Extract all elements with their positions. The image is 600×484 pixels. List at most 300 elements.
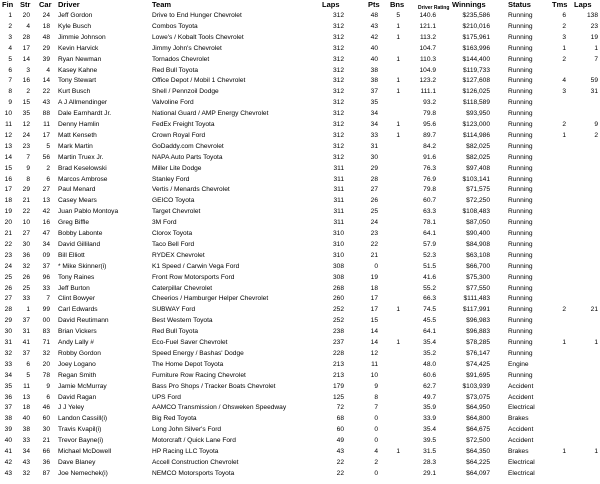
cell-fin: 1 bbox=[8, 12, 12, 19]
cell-str: 3 bbox=[26, 66, 30, 74]
cell-winnings: $75,300 bbox=[466, 273, 490, 281]
cell-pts: 7 bbox=[374, 404, 378, 412]
cell-team: Vertis / Menards Chevrolet bbox=[152, 186, 230, 194]
cell-rating: 31.5 bbox=[423, 448, 436, 455]
cell-fin: 35 bbox=[4, 382, 12, 390]
cell-bns: 1 bbox=[396, 339, 400, 346]
cell-str: 22 bbox=[22, 208, 30, 216]
cell-laps: 310 bbox=[332, 251, 344, 259]
cell-fin: 10 bbox=[4, 110, 12, 118]
cell-led: 1 bbox=[594, 339, 598, 346]
cell-rating: 89.7 bbox=[423, 131, 436, 139]
cell-car: 6 bbox=[46, 393, 50, 401]
cell-fin: 17 bbox=[4, 186, 12, 194]
cell-status: Running bbox=[508, 295, 533, 303]
table-row bbox=[0, 66, 600, 76]
cell-str: 17 bbox=[22, 44, 30, 52]
cell-laps: 238 bbox=[332, 328, 344, 336]
cell-car: 32 bbox=[42, 349, 50, 357]
cell-status: Running bbox=[508, 153, 533, 161]
cell-car: 36 bbox=[42, 458, 50, 466]
cell-str: 37 bbox=[22, 317, 30, 325]
cell-car: 48 bbox=[42, 33, 50, 41]
header-winnings: Winnings bbox=[452, 0, 486, 9]
cell-rating: 104.9 bbox=[419, 66, 436, 74]
cell-pts: 0 bbox=[374, 262, 378, 270]
cell-winnings: $90,400 bbox=[466, 230, 490, 237]
cell-winnings: $74,425 bbox=[466, 360, 490, 368]
cell-fin: 40 bbox=[4, 437, 12, 445]
cell-fin: 42 bbox=[4, 458, 12, 466]
cell-car: 66 bbox=[42, 448, 50, 455]
cell-laps: 308 bbox=[332, 262, 344, 270]
cell-winnings: $210,016 bbox=[462, 22, 490, 30]
cell-car: 34 bbox=[42, 240, 50, 248]
cell-status: Running bbox=[508, 219, 533, 227]
cell-str: 30 bbox=[22, 240, 30, 248]
table-row bbox=[0, 327, 600, 337]
cell-laps: 72 bbox=[336, 404, 344, 412]
cell-team: Jimmy John's Chevrolet bbox=[152, 44, 222, 52]
cell-winnings: $64,097 bbox=[466, 469, 490, 477]
cell-pts: 42 bbox=[370, 33, 378, 41]
cell-winnings: $108,483 bbox=[462, 208, 490, 216]
cell-bns: 1 bbox=[396, 22, 400, 30]
cell-team: Best Western Toyota bbox=[152, 317, 213, 325]
cell-rating: 84.2 bbox=[423, 142, 436, 150]
cell-pts: 0 bbox=[374, 437, 378, 445]
cell-winnings: $119,733 bbox=[462, 66, 490, 74]
header-laps: Laps bbox=[322, 0, 340, 9]
cell-status: Accident bbox=[508, 382, 534, 390]
cell-str: 43 bbox=[22, 458, 30, 466]
cell-bns: 1 bbox=[396, 306, 400, 314]
cell-led: 1 bbox=[594, 448, 598, 455]
table-row bbox=[0, 371, 600, 381]
cell-winnings: $96,983 bbox=[466, 317, 490, 325]
cell-str: 31 bbox=[22, 328, 30, 336]
cell-car: 00 bbox=[42, 317, 50, 325]
table-row bbox=[0, 414, 600, 424]
cell-fin: 33 bbox=[4, 360, 12, 368]
cell-car: 11 bbox=[43, 121, 50, 128]
cell-pts: 11 bbox=[371, 360, 378, 368]
cell-winnings: $103,141 bbox=[462, 175, 490, 183]
cell-winnings: $87,050 bbox=[466, 219, 490, 227]
cell-driver: David Reutimann bbox=[58, 317, 109, 325]
cell-team: AAMCO Transmission / Ohsweken Speedway bbox=[152, 404, 287, 412]
cell-team: The Home Depot Toyota bbox=[152, 360, 224, 368]
cell-laps: 22 bbox=[336, 458, 344, 466]
table-row bbox=[0, 142, 600, 152]
cell-car: 43 bbox=[42, 99, 50, 107]
table-row bbox=[0, 185, 600, 195]
cell-laps: 43 bbox=[336, 448, 344, 455]
cell-rating: 45.5 bbox=[423, 317, 436, 325]
cell-pts: 30 bbox=[370, 153, 378, 161]
cell-str: 41 bbox=[22, 339, 30, 346]
cell-fin: 27 bbox=[4, 295, 12, 303]
cell-driver: Andy Lally # bbox=[58, 339, 94, 346]
table-row bbox=[0, 55, 600, 65]
cell-pts: 43 bbox=[370, 22, 378, 30]
cell-laps: 22 bbox=[336, 469, 344, 477]
cell-winnings: $114,986 bbox=[462, 131, 490, 139]
cell-status: Running bbox=[508, 339, 533, 346]
cell-laps: 179 bbox=[332, 382, 344, 390]
cell-driver: Travis Kvapil(i) bbox=[58, 426, 102, 434]
cell-car: 60 bbox=[42, 415, 50, 423]
cell-pts: 25 bbox=[370, 208, 378, 216]
cell-led: 2 bbox=[594, 131, 598, 139]
table-row bbox=[0, 262, 600, 272]
cell-fin: 41 bbox=[4, 448, 12, 455]
cell-winnings: $235,586 bbox=[462, 12, 490, 19]
cell-winnings: $64,800 bbox=[466, 415, 490, 423]
cell-fin: 13 bbox=[4, 142, 12, 150]
cell-pts: 15 bbox=[370, 317, 378, 325]
cell-driver: Jamie McMurray bbox=[58, 382, 107, 390]
cell-winnings: $118,589 bbox=[462, 99, 490, 107]
table-row bbox=[0, 273, 600, 283]
cell-fin: 18 bbox=[4, 197, 12, 205]
cell-led: 21 bbox=[590, 306, 598, 314]
cell-tms: 1 bbox=[562, 44, 566, 52]
cell-rating: 110.3 bbox=[419, 55, 436, 63]
cell-team: Red Bull Toyota bbox=[152, 328, 199, 336]
cell-fin: 7 bbox=[8, 77, 12, 85]
cell-car: 4 bbox=[46, 66, 50, 74]
cell-str: 28 bbox=[22, 33, 30, 41]
cell-str: 36 bbox=[22, 251, 30, 259]
cell-pts: 17 bbox=[370, 295, 378, 303]
cell-laps: 125 bbox=[332, 393, 344, 401]
cell-driver: Tony Stewart bbox=[58, 77, 97, 85]
cell-rating: 52.3 bbox=[423, 251, 436, 259]
table-row bbox=[0, 11, 600, 21]
cell-driver: David Ragan bbox=[58, 393, 97, 401]
cell-laps: 49 bbox=[336, 437, 344, 445]
cell-car: 13 bbox=[42, 197, 50, 205]
cell-status: Running bbox=[508, 44, 533, 52]
cell-fin: 39 bbox=[4, 426, 12, 434]
cell-pts: 35 bbox=[370, 99, 378, 107]
cell-winnings: $77,550 bbox=[466, 284, 490, 292]
table-row bbox=[0, 425, 600, 435]
cell-driver: Casey Mears bbox=[58, 197, 97, 205]
cell-pts: 8 bbox=[374, 393, 378, 401]
cell-fin: 23 bbox=[4, 251, 12, 259]
cell-str: 4 bbox=[26, 22, 30, 30]
table-row bbox=[0, 87, 600, 97]
cell-rating: 64.1 bbox=[423, 230, 436, 237]
cell-rating: 93.2 bbox=[423, 99, 436, 107]
cell-team: SUBWAY Ford bbox=[152, 306, 196, 314]
cell-pts: 14 bbox=[370, 328, 378, 336]
cell-bns: 1 bbox=[396, 121, 400, 128]
cell-rating: 57.9 bbox=[423, 240, 436, 248]
cell-car: 39 bbox=[42, 55, 50, 63]
cell-team: Bass Pro Shops / Tracker Boats Chevrolet bbox=[152, 382, 276, 390]
cell-car: 56 bbox=[42, 153, 50, 161]
cell-fin: 4 bbox=[8, 44, 12, 52]
cell-rating: 95.6 bbox=[423, 121, 436, 128]
table-row bbox=[0, 284, 600, 294]
header-status: Status bbox=[508, 0, 531, 9]
cell-team: Long John Silver's Ford bbox=[152, 426, 222, 434]
cell-rating: 35.4 bbox=[423, 339, 436, 346]
cell-fin: 38 bbox=[4, 415, 12, 423]
cell-winnings: $78,285 bbox=[466, 339, 490, 346]
cell-status: Running bbox=[508, 317, 533, 325]
cell-led: 23 bbox=[590, 22, 598, 30]
cell-laps: 311 bbox=[333, 164, 344, 172]
cell-driver: Brian Vickers bbox=[58, 328, 97, 336]
cell-pts: 22 bbox=[370, 240, 378, 248]
cell-str: 12 bbox=[22, 121, 30, 128]
cell-laps: 311 bbox=[333, 197, 344, 205]
cell-driver: Paul Menard bbox=[58, 186, 96, 194]
cell-str: 13 bbox=[22, 393, 30, 401]
cell-rating: 121.1 bbox=[419, 22, 436, 30]
cell-laps: 310 bbox=[332, 240, 344, 248]
cell-rating: 51.5 bbox=[423, 262, 436, 270]
cell-status: Running bbox=[508, 22, 533, 30]
cell-team: Stanley Ford bbox=[152, 175, 190, 183]
table-row bbox=[0, 175, 600, 185]
cell-driver: Clint Bowyer bbox=[58, 295, 96, 303]
cell-fin: 21 bbox=[4, 230, 12, 237]
cell-winnings: $127,608 bbox=[462, 77, 490, 85]
cell-tms: 2 bbox=[562, 55, 566, 63]
header-str: Str bbox=[20, 0, 31, 9]
cell-car: 22 bbox=[42, 88, 50, 96]
table-row bbox=[0, 316, 600, 326]
cell-car: 88 bbox=[42, 110, 50, 118]
cell-status: Running bbox=[508, 88, 533, 96]
cell-winnings: $64,225 bbox=[466, 458, 490, 466]
cell-pts: 48 bbox=[370, 12, 378, 19]
table-row bbox=[0, 76, 600, 86]
cell-fin: 9 bbox=[8, 99, 12, 107]
cell-driver: Kasey Kahne bbox=[58, 66, 98, 74]
cell-status: Running bbox=[508, 33, 533, 41]
cell-fin: 25 bbox=[4, 273, 12, 281]
cell-team: NAPA Auto Parts Toyota bbox=[152, 153, 223, 161]
cell-car: 42 bbox=[42, 208, 50, 216]
cell-laps: 311 bbox=[333, 186, 344, 194]
cell-pts: 38 bbox=[370, 66, 378, 74]
cell-laps: 228 bbox=[332, 349, 344, 357]
cell-status: Running bbox=[508, 99, 533, 107]
cell-team: Red Bull Toyota bbox=[152, 66, 199, 74]
cell-driver: A J Allmendinger bbox=[58, 99, 108, 107]
cell-driver: Carl Edwards bbox=[58, 306, 98, 314]
cell-status: Running bbox=[508, 240, 533, 248]
cell-bns: 1 bbox=[396, 131, 400, 139]
cell-laps: 312 bbox=[332, 153, 344, 161]
cell-str: 29 bbox=[22, 186, 30, 194]
cell-driver: Martin Truex Jr. bbox=[58, 153, 104, 161]
cell-laps: 312 bbox=[332, 99, 344, 107]
cell-pts: 10 bbox=[370, 371, 378, 379]
cell-team: RYDEX Chevrolet bbox=[152, 251, 205, 259]
cell-fin: 16 bbox=[4, 175, 12, 183]
cell-laps: 311 bbox=[333, 175, 344, 183]
cell-winnings: $103,939 bbox=[462, 382, 490, 390]
table-row bbox=[0, 294, 600, 304]
cell-rating: 76.3 bbox=[423, 164, 436, 172]
cell-status: Running bbox=[508, 230, 533, 237]
cell-car: 17 bbox=[42, 131, 50, 139]
cell-rating: 48.0 bbox=[423, 360, 436, 368]
cell-driver: Bill Elliott bbox=[58, 251, 85, 259]
cell-laps: 312 bbox=[332, 33, 344, 41]
cell-team: Accell Construction Chevrolet bbox=[152, 458, 239, 466]
cell-tms: 6 bbox=[562, 12, 566, 19]
cell-rating: 76.9 bbox=[423, 175, 436, 183]
cell-winnings: $63,108 bbox=[466, 251, 490, 259]
cell-team: NEMCO Motorsports Toyota bbox=[152, 469, 235, 477]
cell-driver: Brad Keselowski bbox=[58, 164, 107, 172]
cell-winnings: $126,025 bbox=[462, 88, 490, 96]
cell-team: 3M Ford bbox=[152, 219, 177, 227]
cell-rating: 62.7 bbox=[423, 382, 436, 390]
cell-status: Accident bbox=[508, 437, 534, 445]
header-pts: Pts bbox=[368, 0, 380, 9]
cell-team: Speed Energy / Bashas' Dodge bbox=[152, 349, 244, 357]
cell-car: 96 bbox=[42, 273, 50, 281]
cell-team: K1 Speed / Carwin Vega Ford bbox=[152, 262, 240, 270]
cell-car: 7 bbox=[46, 295, 50, 303]
cell-tms: 2 bbox=[562, 121, 566, 128]
cell-laps: 312 bbox=[332, 131, 344, 139]
cell-status: Running bbox=[508, 77, 533, 85]
cell-laps: 310 bbox=[332, 230, 344, 237]
cell-pts: 26 bbox=[370, 197, 378, 205]
cell-team: Motorcraft / Quick Lane Ford bbox=[152, 437, 236, 445]
cell-car: 83 bbox=[42, 328, 50, 336]
cell-led: 138 bbox=[586, 12, 598, 19]
cell-tms: 1 bbox=[562, 448, 566, 455]
cell-pts: 0 bbox=[374, 415, 378, 423]
cell-car: 14 bbox=[42, 77, 50, 85]
cell-rating: 104.7 bbox=[419, 44, 436, 52]
table-row bbox=[0, 44, 600, 54]
cell-winnings: $82,025 bbox=[466, 153, 490, 161]
cell-tms: 2 bbox=[562, 306, 566, 314]
cell-winnings: $64,950 bbox=[466, 404, 490, 412]
cell-str: 38 bbox=[22, 426, 30, 434]
cell-fin: 14 bbox=[4, 153, 12, 161]
table-row bbox=[0, 447, 600, 457]
cell-rating: 28.3 bbox=[423, 458, 436, 466]
cell-rating: 60.7 bbox=[423, 197, 436, 205]
header-laps-led: Laps bbox=[574, 0, 592, 9]
cell-str: 18 bbox=[22, 404, 30, 412]
cell-str: 1 bbox=[26, 306, 30, 314]
cell-status: Running bbox=[508, 55, 533, 63]
cell-pts: 28 bbox=[370, 175, 378, 183]
cell-rating: 113.2 bbox=[419, 33, 436, 41]
cell-str: 33 bbox=[22, 437, 30, 445]
cell-status: Running bbox=[508, 131, 533, 139]
cell-team: Shell / Pennzoil Dodge bbox=[152, 88, 219, 96]
cell-car: 87 bbox=[42, 469, 50, 477]
cell-car: 30 bbox=[42, 426, 50, 434]
cell-led: 31 bbox=[590, 88, 598, 96]
cell-status: Engine bbox=[508, 360, 529, 368]
cell-car: 16 bbox=[42, 219, 50, 227]
cell-car: 99 bbox=[42, 306, 50, 314]
cell-winnings: $111,483 bbox=[463, 295, 490, 303]
header-bns: Bns bbox=[390, 0, 405, 9]
cell-laps: 268 bbox=[332, 284, 344, 292]
cell-driver: David Gilliland bbox=[58, 240, 101, 248]
cell-winnings: $96,883 bbox=[466, 328, 490, 336]
table-row bbox=[0, 436, 600, 446]
cell-bns: 1 bbox=[396, 55, 400, 63]
cell-driver: Bobby Labonte bbox=[58, 230, 103, 237]
cell-team: GEICO Toyota bbox=[152, 197, 195, 205]
header-rating: Driver Rating bbox=[418, 5, 450, 11]
cell-bns: 1 bbox=[396, 33, 400, 41]
cell-status: Running bbox=[508, 110, 533, 118]
table-row bbox=[0, 109, 600, 119]
cell-fin: 34 bbox=[4, 371, 12, 379]
cell-rating: 35.4 bbox=[423, 426, 436, 434]
cell-team: Clorox Toyota bbox=[152, 230, 193, 237]
cell-laps: 60 bbox=[336, 426, 344, 434]
cell-laps: 312 bbox=[332, 22, 344, 30]
cell-winnings: $84,908 bbox=[466, 240, 490, 248]
table-row bbox=[0, 251, 600, 261]
cell-pts: 12 bbox=[370, 349, 378, 357]
cell-rating: 74.5 bbox=[423, 306, 436, 314]
cell-str: 16 bbox=[22, 77, 30, 85]
cell-fin: 30 bbox=[4, 328, 12, 336]
cell-rating: 49.7 bbox=[423, 393, 436, 401]
cell-driver: * Mike Skinner(i) bbox=[58, 262, 107, 270]
cell-winnings: $64,350 bbox=[466, 448, 490, 455]
cell-car: 9 bbox=[46, 382, 50, 390]
cell-driver: Mark Martin bbox=[58, 142, 93, 150]
cell-str: 6 bbox=[26, 360, 30, 368]
cell-car: 2 bbox=[46, 164, 50, 172]
cell-laps: 312 bbox=[332, 55, 344, 63]
cell-driver: Regan Smith bbox=[58, 371, 97, 379]
cell-fin: 28 bbox=[4, 306, 12, 314]
cell-winnings: $72,500 bbox=[466, 437, 490, 445]
cell-team: Caterpillar Chevrolet bbox=[152, 284, 213, 292]
cell-str: 5 bbox=[26, 371, 30, 379]
cell-str: 24 bbox=[22, 131, 30, 139]
table-row bbox=[0, 207, 600, 217]
header-fin: Fin bbox=[2, 0, 14, 9]
cell-status: Running bbox=[508, 121, 533, 128]
cell-led: 7 bbox=[594, 55, 598, 63]
cell-led: 1 bbox=[594, 44, 598, 52]
cell-team: Furniture Row Racing Chevrolet bbox=[152, 371, 246, 379]
cell-status: Running bbox=[508, 164, 533, 172]
cell-str: 15 bbox=[22, 99, 30, 107]
cell-str: 37 bbox=[22, 349, 30, 357]
cell-fin: 32 bbox=[4, 349, 12, 357]
cell-fin: 37 bbox=[4, 404, 12, 412]
cell-status: Accident bbox=[508, 426, 534, 434]
cell-team: Big Red Toyota bbox=[152, 415, 197, 423]
table-row bbox=[0, 403, 600, 413]
